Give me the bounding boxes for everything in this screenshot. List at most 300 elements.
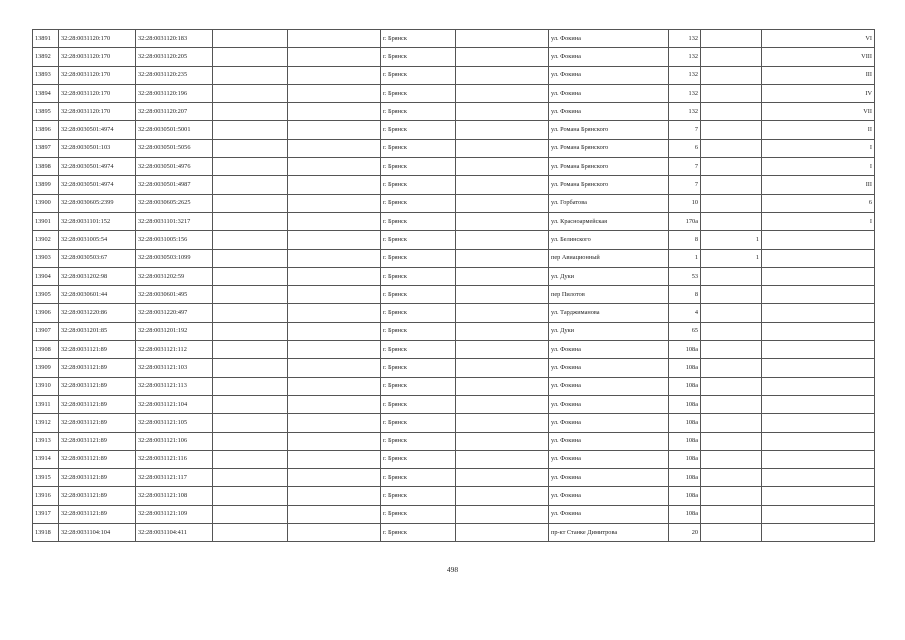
empty-cell <box>456 231 549 249</box>
empty-cell <box>213 286 288 304</box>
city-cell: г. Брянск <box>381 84 456 102</box>
row-number-cell: 13898 <box>33 158 59 176</box>
city-cell: г. Брянск <box>381 176 456 194</box>
land-cadastral-number-cell: 32:28:0031201:85 <box>59 322 136 340</box>
table-row <box>33 30 875 48</box>
land-cadastral-number-cell: 32:28:0031121:89 <box>59 341 136 359</box>
street-cell: ул. Фокина <box>549 450 669 468</box>
street-cell: ул. Фокина <box>549 30 669 48</box>
house-cell: 65 <box>669 322 701 340</box>
empty-cell <box>213 176 288 194</box>
land-cadastral-number-cell: 32:28:0030501:4974 <box>59 176 136 194</box>
empty-cell <box>213 66 288 84</box>
object-cadastral-number-cell: 32:28:0031005:156 <box>136 231 213 249</box>
empty-cell <box>213 432 288 450</box>
room-cell: I <box>762 212 875 230</box>
empty-cell <box>288 524 381 542</box>
house-cell: 53 <box>669 267 701 285</box>
land-cadastral-number-cell: 32:28:0031120:170 <box>59 48 136 66</box>
street-cell: ул. Фокина <box>549 359 669 377</box>
land-cadastral-number-cell: 32:28:0031121:89 <box>59 487 136 505</box>
city-cell: г. Брянск <box>381 103 456 121</box>
street-cell: ул. Романа Брянского <box>549 176 669 194</box>
flat-cell <box>701 505 762 523</box>
house-cell: 7 <box>669 121 701 139</box>
land-cadastral-number-cell: 32:28:0031202:98 <box>59 267 136 285</box>
house-cell: 108а <box>669 377 701 395</box>
street-cell: ул. Горбатова <box>549 194 669 212</box>
room-cell: VI <box>762 30 875 48</box>
empty-cell <box>288 414 381 432</box>
city-cell: г. Брянск <box>381 267 456 285</box>
empty-cell <box>456 286 549 304</box>
table-row <box>33 469 875 487</box>
empty-cell <box>456 395 549 413</box>
land-cadastral-number-cell: 32:28:0030601:44 <box>59 286 136 304</box>
table-row <box>33 286 875 304</box>
empty-cell <box>288 341 381 359</box>
object-cadastral-number-cell: 32:28:0031120:183 <box>136 30 213 48</box>
land-cadastral-number-cell: 32:28:0030501:4974 <box>59 121 136 139</box>
house-cell: 7 <box>669 158 701 176</box>
city-cell: г. Брянск <box>381 48 456 66</box>
city-cell: г. Брянск <box>381 322 456 340</box>
city-cell: г. Брянск <box>381 158 456 176</box>
object-cadastral-number-cell: 32:28:0031201:192 <box>136 322 213 340</box>
land-cadastral-number-cell: 32:28:0031121:89 <box>59 432 136 450</box>
registry-table <box>32 29 875 542</box>
street-cell: ул. Дуки <box>549 322 669 340</box>
land-cadastral-number-cell: 32:28:0031121:89 <box>59 395 136 413</box>
row-number-cell: 13917 <box>33 505 59 523</box>
street-cell: ул. Красноармейская <box>549 212 669 230</box>
empty-cell <box>456 194 549 212</box>
flat-cell <box>701 487 762 505</box>
table-row <box>33 212 875 230</box>
row-number-cell: 13907 <box>33 322 59 340</box>
table-row <box>33 414 875 432</box>
empty-cell <box>456 249 549 267</box>
house-cell: 10 <box>669 194 701 212</box>
land-cadastral-number-cell: 32:28:0031121:89 <box>59 414 136 432</box>
street-cell: ул. Фокина <box>549 377 669 395</box>
empty-cell <box>288 487 381 505</box>
empty-cell <box>213 84 288 102</box>
empty-cell <box>456 176 549 194</box>
flat-cell <box>701 158 762 176</box>
object-cadastral-number-cell: 32:28:0031121:116 <box>136 450 213 468</box>
row-number-cell: 13894 <box>33 84 59 102</box>
table-row <box>33 249 875 267</box>
land-cadastral-number-cell: 32:28:0030503:67 <box>59 249 136 267</box>
empty-cell <box>288 194 381 212</box>
object-cadastral-number-cell: 32:28:0031101:3217 <box>136 212 213 230</box>
street-cell: ул. Романа Брянского <box>549 158 669 176</box>
flat-cell <box>701 212 762 230</box>
flat-cell <box>701 395 762 413</box>
empty-cell <box>288 286 381 304</box>
street-cell: ул. Фокина <box>549 414 669 432</box>
room-cell: VIII <box>762 48 875 66</box>
city-cell: г. Брянск <box>381 359 456 377</box>
row-number-cell: 13901 <box>33 212 59 230</box>
street-cell: ул. Фокина <box>549 103 669 121</box>
house-cell: 170а <box>669 212 701 230</box>
flat-cell <box>701 359 762 377</box>
street-cell: ул. Фокина <box>549 48 669 66</box>
house-cell: 132 <box>669 84 701 102</box>
table-row <box>33 377 875 395</box>
house-cell: 8 <box>669 286 701 304</box>
room-cell: II <box>762 121 875 139</box>
land-cadastral-number-cell: 32:28:0030501:103 <box>59 139 136 157</box>
house-cell: 108а <box>669 432 701 450</box>
object-cadastral-number-cell: 32:28:0031121:103 <box>136 359 213 377</box>
city-cell: г. Брянск <box>381 341 456 359</box>
house-cell: 108а <box>669 395 701 413</box>
empty-cell <box>456 505 549 523</box>
empty-cell <box>213 139 288 157</box>
object-cadastral-number-cell: 32:28:0031121:117 <box>136 469 213 487</box>
house-cell: 108а <box>669 414 701 432</box>
room-cell <box>762 304 875 322</box>
flat-cell <box>701 139 762 157</box>
row-number-cell: 13891 <box>33 30 59 48</box>
city-cell: г. Брянск <box>381 524 456 542</box>
object-cadastral-number-cell: 32:28:0031120:205 <box>136 48 213 66</box>
flat-cell <box>701 432 762 450</box>
table-row <box>33 194 875 212</box>
city-cell: г. Брянск <box>381 66 456 84</box>
row-number-cell: 13903 <box>33 249 59 267</box>
street-cell: ул. Фокина <box>549 487 669 505</box>
street-cell: ул. Фокина <box>549 395 669 413</box>
object-cadastral-number-cell: 32:28:0030601:495 <box>136 286 213 304</box>
table-row <box>33 487 875 505</box>
street-cell: ул. Романа Брянского <box>549 139 669 157</box>
street-cell: ул. Фокина <box>549 432 669 450</box>
city-cell: г. Брянск <box>381 286 456 304</box>
empty-cell <box>456 212 549 230</box>
row-number-cell: 13904 <box>33 267 59 285</box>
object-cadastral-number-cell: 32:28:0031202:59 <box>136 267 213 285</box>
flat-cell <box>701 341 762 359</box>
room-cell <box>762 524 875 542</box>
empty-cell <box>288 139 381 157</box>
row-number-cell: 13918 <box>33 524 59 542</box>
empty-cell <box>456 414 549 432</box>
row-number-cell: 13905 <box>33 286 59 304</box>
house-cell: 132 <box>669 48 701 66</box>
row-number-cell: 13908 <box>33 341 59 359</box>
empty-cell <box>288 249 381 267</box>
object-cadastral-number-cell: 32:28:0031120:235 <box>136 66 213 84</box>
street-cell: ул. Белинского <box>549 231 669 249</box>
flat-cell <box>701 322 762 340</box>
object-cadastral-number-cell: 32:28:0030501:5001 <box>136 121 213 139</box>
room-cell: III <box>762 176 875 194</box>
house-cell: 6 <box>669 139 701 157</box>
empty-cell <box>213 377 288 395</box>
room-cell <box>762 267 875 285</box>
table-row <box>33 231 875 249</box>
table-row <box>33 322 875 340</box>
empty-cell <box>456 121 549 139</box>
house-cell: 8 <box>669 231 701 249</box>
house-cell: 132 <box>669 66 701 84</box>
table-row <box>33 84 875 102</box>
empty-cell <box>288 505 381 523</box>
flat-cell <box>701 103 762 121</box>
empty-cell <box>288 176 381 194</box>
row-number-cell: 13892 <box>33 48 59 66</box>
row-number-cell: 13909 <box>33 359 59 377</box>
empty-cell <box>288 103 381 121</box>
table-row <box>33 66 875 84</box>
row-number-cell: 13912 <box>33 414 59 432</box>
empty-cell <box>213 414 288 432</box>
city-cell: г. Брянск <box>381 414 456 432</box>
table-row <box>33 48 875 66</box>
row-number-cell: 13896 <box>33 121 59 139</box>
city-cell: г. Брянск <box>381 395 456 413</box>
house-cell: 108а <box>669 505 701 523</box>
flat-cell <box>701 30 762 48</box>
flat-cell <box>701 176 762 194</box>
land-cadastral-number-cell: 32:28:0031101:152 <box>59 212 136 230</box>
room-cell <box>762 469 875 487</box>
house-cell: 1 <box>669 249 701 267</box>
empty-cell <box>213 469 288 487</box>
land-cadastral-number-cell: 32:28:0031120:170 <box>59 103 136 121</box>
room-cell: VII <box>762 103 875 121</box>
land-cadastral-number-cell: 32:28:0031120:170 <box>59 30 136 48</box>
house-cell: 132 <box>669 103 701 121</box>
row-number-cell: 13910 <box>33 377 59 395</box>
flat-cell <box>701 524 762 542</box>
city-cell: г. Брянск <box>381 194 456 212</box>
empty-cell <box>213 194 288 212</box>
flat-cell <box>701 414 762 432</box>
empty-cell <box>288 395 381 413</box>
empty-cell <box>288 212 381 230</box>
empty-cell <box>456 432 549 450</box>
room-cell: I <box>762 158 875 176</box>
empty-cell <box>213 322 288 340</box>
table-body <box>33 30 875 542</box>
city-cell: г. Брянск <box>381 249 456 267</box>
room-cell: 6 <box>762 194 875 212</box>
house-cell: 108а <box>669 359 701 377</box>
empty-cell <box>213 231 288 249</box>
table-row <box>33 103 875 121</box>
table-row <box>33 505 875 523</box>
room-cell: I <box>762 139 875 157</box>
object-cadastral-number-cell: 32:28:0030501:5056 <box>136 139 213 157</box>
house-cell: 20 <box>669 524 701 542</box>
street-cell: пер Авиационный <box>549 249 669 267</box>
house-cell: 108а <box>669 469 701 487</box>
table-row <box>33 450 875 468</box>
flat-cell <box>701 194 762 212</box>
empty-cell <box>288 158 381 176</box>
object-cadastral-number-cell: 32:28:0030501:4987 <box>136 176 213 194</box>
room-cell: IV <box>762 84 875 102</box>
land-cadastral-number-cell: 32:28:0031005:54 <box>59 231 136 249</box>
house-cell: 132 <box>669 30 701 48</box>
empty-cell <box>456 524 549 542</box>
empty-cell <box>456 48 549 66</box>
street-cell: ул. Романа Брянского <box>549 121 669 139</box>
empty-cell <box>213 450 288 468</box>
house-cell: 108а <box>669 450 701 468</box>
empty-cell <box>213 505 288 523</box>
room-cell <box>762 505 875 523</box>
empty-cell <box>456 450 549 468</box>
table-row <box>33 432 875 450</box>
empty-cell <box>456 487 549 505</box>
city-cell: г. Брянск <box>381 505 456 523</box>
object-cadastral-number-cell: 32:28:0031121:104 <box>136 395 213 413</box>
table-row <box>33 139 875 157</box>
empty-cell <box>456 341 549 359</box>
empty-cell <box>288 66 381 84</box>
object-cadastral-number-cell: 32:28:0030503:1099 <box>136 249 213 267</box>
street-cell: пер Пилотов <box>549 286 669 304</box>
object-cadastral-number-cell: 32:28:0031121:105 <box>136 414 213 432</box>
empty-cell <box>456 139 549 157</box>
empty-cell <box>213 212 288 230</box>
empty-cell <box>213 359 288 377</box>
empty-cell <box>456 84 549 102</box>
land-cadastral-number-cell: 32:28:0031121:89 <box>59 469 136 487</box>
empty-cell <box>213 395 288 413</box>
room-cell <box>762 341 875 359</box>
city-cell: г. Брянск <box>381 121 456 139</box>
flat-cell <box>701 304 762 322</box>
flat-cell <box>701 377 762 395</box>
empty-cell <box>213 121 288 139</box>
land-cadastral-number-cell: 32:28:0030605:2399 <box>59 194 136 212</box>
land-cadastral-number-cell: 32:28:0031121:89 <box>59 450 136 468</box>
room-cell <box>762 432 875 450</box>
empty-cell <box>213 48 288 66</box>
object-cadastral-number-cell: 32:28:0030605:2625 <box>136 194 213 212</box>
row-number-cell: 13895 <box>33 103 59 121</box>
city-cell: г. Брянск <box>381 469 456 487</box>
empty-cell <box>288 469 381 487</box>
flat-cell <box>701 469 762 487</box>
land-cadastral-number-cell: 32:28:0031121:89 <box>59 359 136 377</box>
row-number-cell: 13899 <box>33 176 59 194</box>
land-cadastral-number-cell: 32:28:0031120:170 <box>59 66 136 84</box>
room-cell <box>762 359 875 377</box>
house-cell: 7 <box>669 176 701 194</box>
empty-cell <box>213 524 288 542</box>
land-cadastral-number-cell: 32:28:0031104:104 <box>59 524 136 542</box>
flat-cell <box>701 286 762 304</box>
city-cell: г. Брянск <box>381 212 456 230</box>
object-cadastral-number-cell: 32:28:0031121:112 <box>136 341 213 359</box>
empty-cell <box>213 341 288 359</box>
empty-cell <box>456 103 549 121</box>
table-row <box>33 158 875 176</box>
row-number-cell: 13893 <box>33 66 59 84</box>
empty-cell <box>288 432 381 450</box>
row-number-cell: 13915 <box>33 469 59 487</box>
room-cell <box>762 414 875 432</box>
empty-cell <box>288 121 381 139</box>
row-number-cell: 13911 <box>33 395 59 413</box>
house-cell: 108а <box>669 341 701 359</box>
city-cell: г. Брянск <box>381 304 456 322</box>
empty-cell <box>456 377 549 395</box>
empty-cell <box>213 30 288 48</box>
table-row <box>33 524 875 542</box>
flat-cell: 1 <box>701 231 762 249</box>
street-cell: ул. Фокина <box>549 505 669 523</box>
land-cadastral-number-cell: 32:28:0031121:89 <box>59 505 136 523</box>
object-cadastral-number-cell: 32:28:0031121:109 <box>136 505 213 523</box>
empty-cell <box>213 103 288 121</box>
empty-cell <box>288 304 381 322</box>
empty-cell <box>456 322 549 340</box>
room-cell <box>762 249 875 267</box>
room-cell <box>762 487 875 505</box>
empty-cell <box>288 267 381 285</box>
row-number-cell: 13914 <box>33 450 59 468</box>
flat-cell <box>701 84 762 102</box>
room-cell <box>762 231 875 249</box>
street-cell: ул. Фокина <box>549 341 669 359</box>
land-cadastral-number-cell: 32:28:0031121:89 <box>59 377 136 395</box>
object-cadastral-number-cell: 32:28:0030501:4976 <box>136 158 213 176</box>
house-cell: 108а <box>669 487 701 505</box>
empty-cell <box>456 158 549 176</box>
table-row <box>33 267 875 285</box>
table-row <box>33 121 875 139</box>
city-cell: г. Брянск <box>381 432 456 450</box>
table-row <box>33 395 875 413</box>
table-row <box>33 341 875 359</box>
land-cadastral-number-cell: 32:28:0031120:170 <box>59 84 136 102</box>
page-number: 498 <box>446 565 459 574</box>
object-cadastral-number-cell: 32:28:0031120:196 <box>136 84 213 102</box>
object-cadastral-number-cell: 32:28:0031120:207 <box>136 103 213 121</box>
flat-cell <box>701 48 762 66</box>
empty-cell <box>288 30 381 48</box>
flat-cell <box>701 450 762 468</box>
empty-cell <box>288 231 381 249</box>
land-cadastral-number-cell: 32:28:0030501:4974 <box>59 158 136 176</box>
empty-cell <box>456 469 549 487</box>
street-cell: ул. Фокина <box>549 469 669 487</box>
empty-cell <box>456 304 549 322</box>
street-cell: ул. Дуки <box>549 267 669 285</box>
empty-cell <box>288 322 381 340</box>
row-number-cell: 13913 <box>33 432 59 450</box>
empty-cell <box>288 48 381 66</box>
room-cell: III <box>762 66 875 84</box>
city-cell: г. Брянск <box>381 450 456 468</box>
empty-cell <box>456 66 549 84</box>
empty-cell <box>456 359 549 377</box>
table-row <box>33 176 875 194</box>
city-cell: г. Брянск <box>381 487 456 505</box>
city-cell: г. Брянск <box>381 231 456 249</box>
table-row <box>33 359 875 377</box>
table-row <box>33 304 875 322</box>
